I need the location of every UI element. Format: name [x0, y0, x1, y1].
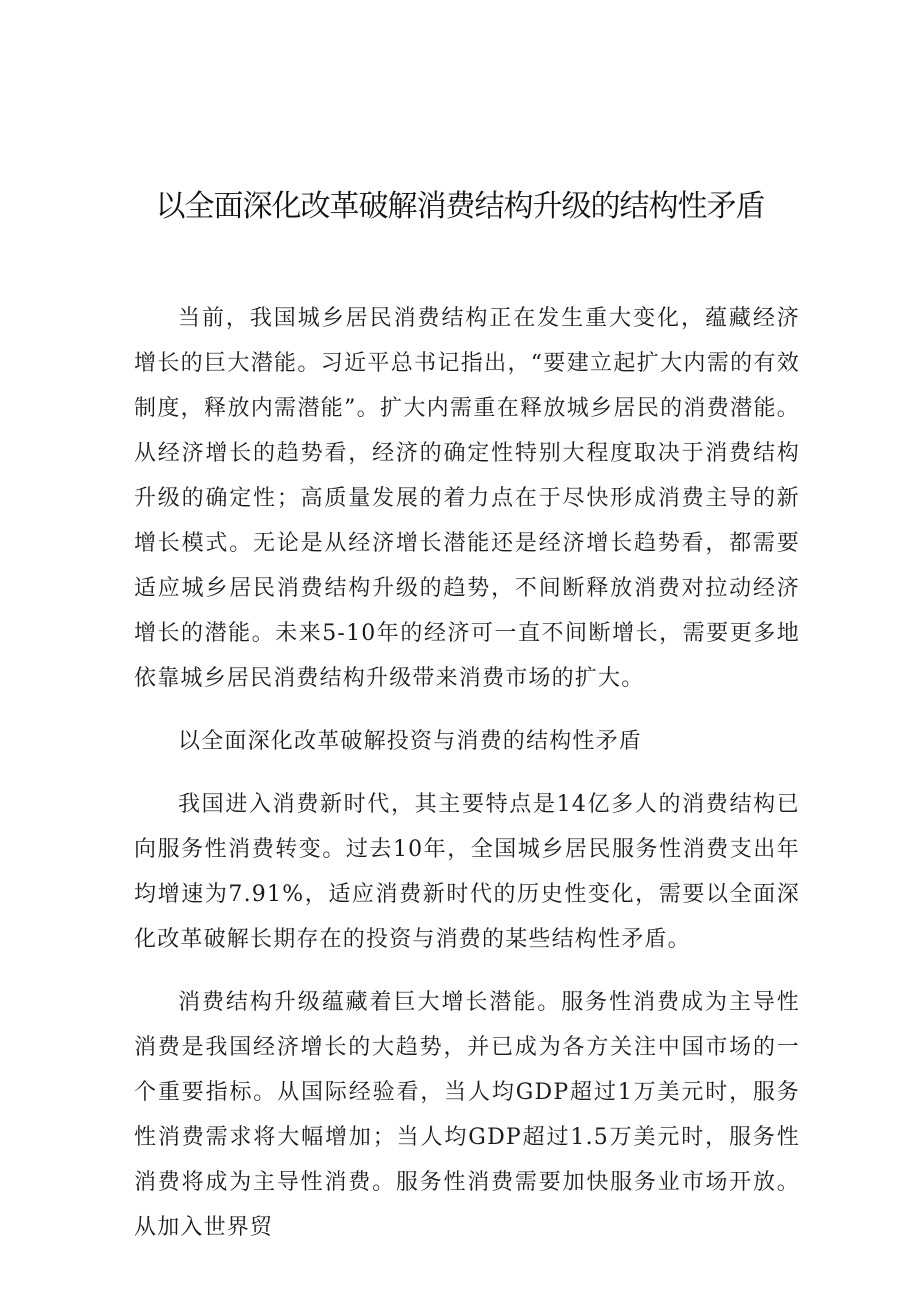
paragraph-service-consumption: 消费结构升级蕴藏着巨大增长潜能。服务性消费成为主导性消费是我国经济增长的大趋势，并已成为各方关注中国市场的一个重要指标。从国际经验看，当人均GDP超过1万美元时，服务性消费需求将大幅增加；当人均GDP超过1.5万美元时，服务性消费将成为主导性消费。服务性消费需要加快服务业市场开放。从加入世界贸 [134, 990, 800, 1240]
document-title: 以全面深化改革破解消费结构升级的结构性矛盾 [155, 189, 765, 224]
section-subheading: 以全面深化改革破解投资与消费的结构性矛盾 [178, 729, 643, 754]
paragraph-consumption-era: 我国进入消费新时代，其主要特点是14亿多人的消费结构已向服务性消费转变。过去10年，全国城乡居民服务性消费支出年均增速为7.91%，适应消费新时代的历史性变化，需要以全面深化改革破解长期存在的投资与消费的某些结构性矛盾。 [134, 792, 800, 952]
paragraph-intro: 当前，我国城乡居民消费结构正在发生重大变化，蕴藏经济增长的巨大潜能。习近平总书记指出，“要建立起扩大内需的有效制度，释放内需潜能”。扩大内需重在释放城乡居民的消费潜能。从经济增长的趋势看，经济的确定性特别大程度取决于消费结构升级的确定性；高质量发展的着力点在于尽快形成消费主导的新增长模式。无论是从经济增长潜能还是经济增长趋势看，都需要适应城乡居民消费结构升级的趋势，不间断释放消费对拉动经济增长的潜能。未来5-10年的经济可一直不间断增长，需要更多地依靠城乡居民消费结构升级带来消费市场的扩大。 [134, 306, 800, 691]
document-body [134, 296, 800, 1268]
